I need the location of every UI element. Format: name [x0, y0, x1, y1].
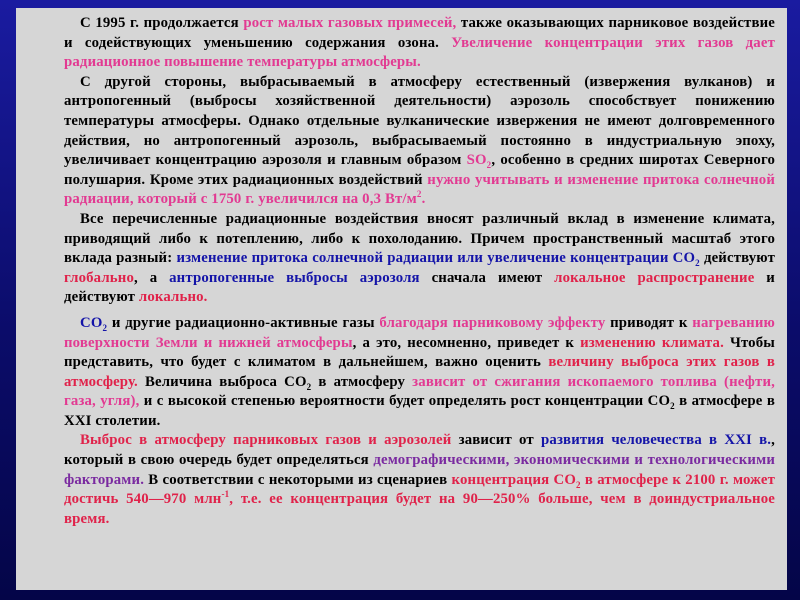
text-run: зависит от	[451, 432, 542, 449]
text-run: изменение притока солнечной радиации или увеличение концентрации СО	[176, 250, 696, 267]
text-run: , т.е. ее концентрация будет на 90—250% больше, чем в доиндустриальное время.	[64, 491, 775, 527]
text-run: антропогенные выбросы аэрозоля	[169, 269, 420, 286]
text-run: в атмосфере к 2100 г. может достичь 540—970 млн	[64, 471, 775, 508]
text-run: нужно учитывать и изменение притока солнечной радиации, который с 1750 г. увеличился на 0,3 Вт/м	[64, 171, 775, 208]
text-run: Величина выброса СО	[137, 373, 307, 390]
text-run: С другой стороны, выбрасываемый в атмосферу естественный (извержения вулканов) и антропогенный (выбросы хозяйственной деятельности) аэрозоль способствует понижению температуры атмосферы. Однако отдельные вулканические извержения не имеют долговременного действия, но антропогенный аэрозоль, выбрасываемый постоянно в индустриальную эпоху, увеличивает концентрацию аэрозоля и главным образом	[64, 73, 775, 169]
text-run: также оказывающих парниковое воздействие и содействующих уменьшению содержания озона.	[64, 15, 775, 51]
text-run: в атмосфере в XXI столетии.	[64, 393, 775, 429]
text-run: приводят к	[605, 314, 693, 331]
text-run: и действуют	[64, 269, 775, 306]
text-run: Выброс в атмосферу парниковых газов и аэрозолей	[80, 432, 452, 449]
text-run: демографическими, экономическими и технологическими факторами.	[64, 452, 775, 488]
text-run: , а	[134, 269, 170, 286]
text-run: нагреванию поверхности Земли и нижней атмосферы	[64, 314, 775, 351]
text-run: Все перечисленные радиационные воздействия вносят различный вклад в изменение климата, приводящий либо к потеплению, либо к похолоданию. Причем пространственный масштаб этого вклада разный:	[64, 210, 775, 267]
text-run: и с высокой степенью вероятности будет определять рост концентрации СО	[139, 393, 671, 410]
text-run: и другие радиационно-активные газы	[107, 314, 380, 331]
text-run: локальное распространение	[554, 269, 755, 286]
text-run: 2	[306, 381, 312, 392]
text-run: СО	[80, 314, 103, 331]
text-run: развития человечества в XXI в.	[541, 432, 772, 449]
text-run: сначала имеют	[419, 269, 555, 286]
text-run: 2	[102, 322, 108, 333]
text-run: -1	[221, 489, 230, 500]
text-run: величину выброса этих газов в атмосферу.	[64, 354, 775, 390]
text-run: Увеличение концентрации этих газов дает радиационное повышение температуры атмосферы.	[64, 34, 775, 71]
text-run: С 1995 г. продолжается	[80, 15, 244, 31]
text-run: благодаря парниковому эффекту	[379, 314, 606, 331]
text-run: рост малых газовых примесей,	[243, 15, 457, 31]
paragraph-radiative-forcing-scale	[64, 210, 775, 308]
text-run: SO	[466, 152, 487, 169]
text-run: 2	[670, 401, 675, 412]
text-run: глобально	[64, 269, 134, 286]
text-run: Чтобы представить, что будет с климатом в дальнейшем, важно оценить	[64, 334, 775, 371]
text-run: , а это, несомненно, приведет к	[352, 334, 581, 351]
paragraph-emission-scenarios	[64, 431, 775, 529]
text-run: 2	[695, 258, 700, 269]
text-run: , который в свою очередь будет определяться	[64, 432, 776, 469]
paragraph-co2-greenhouse	[64, 314, 775, 432]
text-run: действуют	[699, 250, 775, 267]
text-run: зависит от сжигания ископаемого топлива (нефти, газа, угля),	[64, 373, 775, 410]
text-run: 2	[576, 479, 581, 490]
text-run: 2	[416, 189, 422, 200]
text-run: .	[421, 191, 426, 208]
paragraph-small-gases	[64, 14, 775, 73]
paragraph-aerosol	[64, 73, 775, 210]
text-run: В соответствии с некоторыми из сценариев	[144, 471, 452, 488]
text-run: концентрация СО	[451, 471, 577, 488]
text-run: 2	[486, 160, 492, 171]
text-run: в атмосферу	[311, 373, 413, 390]
text-run: изменению климата.	[580, 334, 724, 351]
text-run: локально.	[138, 289, 208, 306]
text-slide	[16, 8, 787, 590]
text-run: , особенно в средних широтах Северного полушария. Кроме этих радиационных воздействий	[64, 152, 776, 188]
